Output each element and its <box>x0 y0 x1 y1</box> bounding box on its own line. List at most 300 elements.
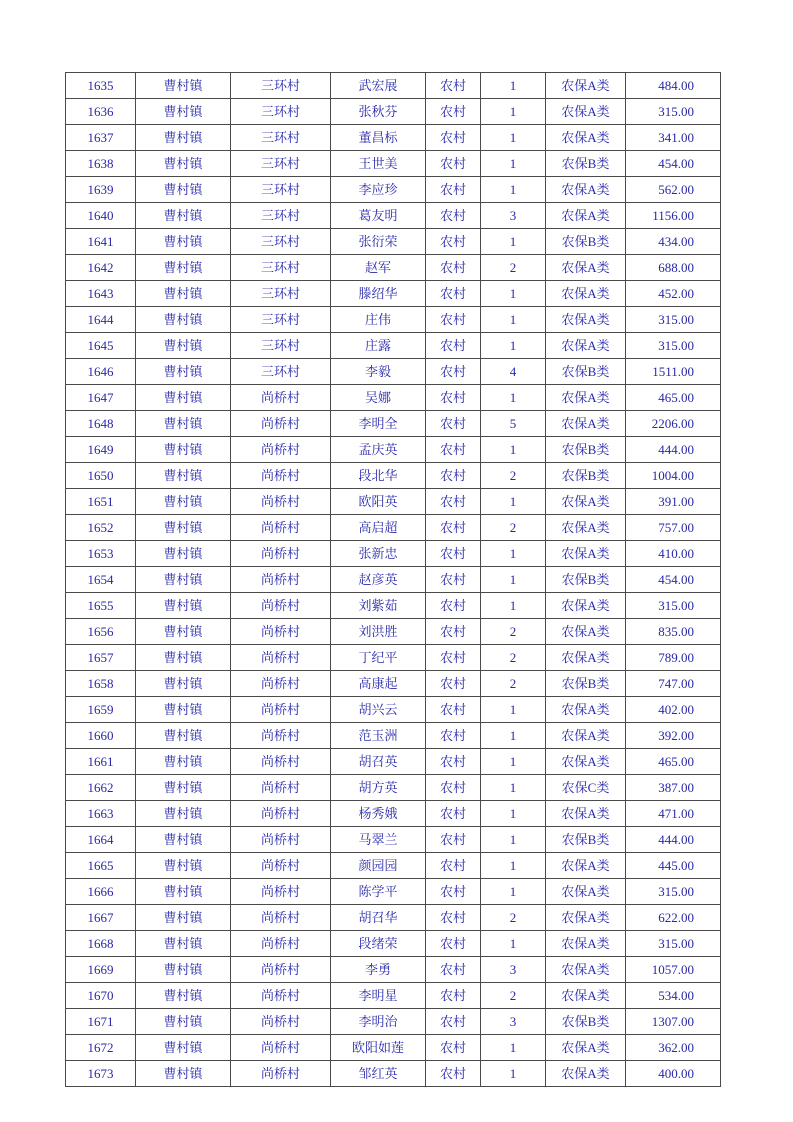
cell-amount: 471.00 <box>626 801 721 827</box>
cell-village: 尚桥村 <box>231 723 331 749</box>
cell-village: 尚桥村 <box>231 775 331 801</box>
cell-count: 1 <box>481 723 546 749</box>
cell-town: 曹村镇 <box>136 957 231 983</box>
cell-name: 刘洪胜 <box>331 619 426 645</box>
cell-village: 尚桥村 <box>231 489 331 515</box>
cell-town: 曹村镇 <box>136 723 231 749</box>
cell-village: 尚桥村 <box>231 1061 331 1087</box>
cell-count: 2 <box>481 255 546 281</box>
cell-serial: 1649 <box>66 437 136 463</box>
table-row <box>66 931 721 957</box>
cell-name: 滕绍华 <box>331 281 426 307</box>
cell-serial: 1651 <box>66 489 136 515</box>
cell-serial: 1643 <box>66 281 136 307</box>
cell-residence: 农村 <box>426 1009 481 1035</box>
cell-name: 李明治 <box>331 1009 426 1035</box>
cell-town: 曹村镇 <box>136 151 231 177</box>
cell-name: 庄露 <box>331 333 426 359</box>
cell-category: 农保A类 <box>546 645 626 671</box>
cell-category: 农保B类 <box>546 359 626 385</box>
cell-name: 李应珍 <box>331 177 426 203</box>
cell-town: 曹村镇 <box>136 73 231 99</box>
cell-town: 曹村镇 <box>136 749 231 775</box>
cell-count: 3 <box>481 1009 546 1035</box>
cell-count: 1 <box>481 593 546 619</box>
cell-serial: 1645 <box>66 333 136 359</box>
cell-town: 曹村镇 <box>136 593 231 619</box>
cell-village: 尚桥村 <box>231 671 331 697</box>
cell-amount: 534.00 <box>626 983 721 1009</box>
cell-residence: 农村 <box>426 333 481 359</box>
cell-name: 胡召英 <box>331 749 426 775</box>
table-row <box>66 1061 721 1087</box>
cell-amount: 315.00 <box>626 99 721 125</box>
cell-category: 农保A类 <box>546 385 626 411</box>
cell-residence: 农村 <box>426 73 481 99</box>
cell-count: 1 <box>481 931 546 957</box>
table-row <box>66 671 721 697</box>
cell-serial: 1660 <box>66 723 136 749</box>
cell-village: 三环村 <box>231 151 331 177</box>
cell-category: 农保B类 <box>546 567 626 593</box>
cell-residence: 农村 <box>426 359 481 385</box>
table-row <box>66 125 721 151</box>
cell-village: 尚桥村 <box>231 905 331 931</box>
table-row <box>66 515 721 541</box>
table-row <box>66 1009 721 1035</box>
cell-name: 胡方英 <box>331 775 426 801</box>
cell-count: 1 <box>481 281 546 307</box>
cell-amount: 757.00 <box>626 515 721 541</box>
cell-count: 1 <box>481 775 546 801</box>
table-row <box>66 307 721 333</box>
table-row <box>66 905 721 931</box>
cell-residence: 农村 <box>426 775 481 801</box>
cell-name: 邹红英 <box>331 1061 426 1087</box>
cell-count: 1 <box>481 879 546 905</box>
cell-amount: 454.00 <box>626 151 721 177</box>
cell-category: 农保A类 <box>546 801 626 827</box>
cell-amount: 562.00 <box>626 177 721 203</box>
cell-village: 尚桥村 <box>231 645 331 671</box>
cell-name: 马翠兰 <box>331 827 426 853</box>
cell-town: 曹村镇 <box>136 229 231 255</box>
cell-category: 农保B类 <box>546 229 626 255</box>
cell-count: 2 <box>481 463 546 489</box>
cell-count: 1 <box>481 567 546 593</box>
cell-category: 农保A类 <box>546 1061 626 1087</box>
cell-village: 尚桥村 <box>231 749 331 775</box>
cell-residence: 农村 <box>426 853 481 879</box>
cell-town: 曹村镇 <box>136 1009 231 1035</box>
cell-village: 尚桥村 <box>231 593 331 619</box>
cell-category: 农保A类 <box>546 99 626 125</box>
cell-village: 三环村 <box>231 307 331 333</box>
cell-category: 农保A类 <box>546 593 626 619</box>
cell-count: 2 <box>481 645 546 671</box>
cell-category: 农保A类 <box>546 957 626 983</box>
cell-count: 1 <box>481 333 546 359</box>
cell-village: 尚桥村 <box>231 515 331 541</box>
cell-count: 4 <box>481 359 546 385</box>
cell-residence: 农村 <box>426 99 481 125</box>
cell-category: 农保B类 <box>546 463 626 489</box>
cell-amount: 400.00 <box>626 1061 721 1087</box>
cell-residence: 农村 <box>426 671 481 697</box>
cell-town: 曹村镇 <box>136 281 231 307</box>
cell-count: 2 <box>481 671 546 697</box>
cell-count: 1 <box>481 1061 546 1087</box>
cell-residence: 农村 <box>426 515 481 541</box>
cell-serial: 1639 <box>66 177 136 203</box>
cell-category: 农保A类 <box>546 73 626 99</box>
cell-name: 欧阳如莲 <box>331 1035 426 1061</box>
cell-residence: 农村 <box>426 255 481 281</box>
cell-serial: 1663 <box>66 801 136 827</box>
cell-residence: 农村 <box>426 593 481 619</box>
cell-town: 曹村镇 <box>136 775 231 801</box>
cell-amount: 391.00 <box>626 489 721 515</box>
cell-serial: 1665 <box>66 853 136 879</box>
cell-amount: 402.00 <box>626 697 721 723</box>
table-row <box>66 957 721 983</box>
cell-town: 曹村镇 <box>136 437 231 463</box>
cell-village: 尚桥村 <box>231 801 331 827</box>
cell-amount: 387.00 <box>626 775 721 801</box>
cell-amount: 747.00 <box>626 671 721 697</box>
cell-village: 尚桥村 <box>231 385 331 411</box>
cell-town: 曹村镇 <box>136 1035 231 1061</box>
cell-category: 农保A类 <box>546 489 626 515</box>
cell-count: 1 <box>481 151 546 177</box>
cell-category: 农保B类 <box>546 827 626 853</box>
cell-category: 农保B类 <box>546 1009 626 1035</box>
cell-residence: 农村 <box>426 229 481 255</box>
cell-count: 1 <box>481 853 546 879</box>
cell-name: 陈学平 <box>331 879 426 905</box>
cell-residence: 农村 <box>426 385 481 411</box>
cell-serial: 1670 <box>66 983 136 1009</box>
cell-residence: 农村 <box>426 151 481 177</box>
cell-village: 尚桥村 <box>231 437 331 463</box>
cell-serial: 1672 <box>66 1035 136 1061</box>
cell-village: 三环村 <box>231 359 331 385</box>
cell-amount: 315.00 <box>626 931 721 957</box>
cell-residence: 农村 <box>426 203 481 229</box>
cell-town: 曹村镇 <box>136 567 231 593</box>
cell-town: 曹村镇 <box>136 541 231 567</box>
cell-category: 农保A类 <box>546 723 626 749</box>
cell-name: 李明星 <box>331 983 426 1009</box>
cell-village: 尚桥村 <box>231 1035 331 1061</box>
table-row <box>66 593 721 619</box>
cell-village: 尚桥村 <box>231 931 331 957</box>
cell-name: 李明全 <box>331 411 426 437</box>
cell-count: 2 <box>481 983 546 1009</box>
table-row <box>66 437 721 463</box>
cell-name: 武宏展 <box>331 73 426 99</box>
cell-serial: 1668 <box>66 931 136 957</box>
table-row <box>66 723 721 749</box>
cell-serial: 1664 <box>66 827 136 853</box>
cell-serial: 1641 <box>66 229 136 255</box>
cell-residence: 农村 <box>426 801 481 827</box>
cell-amount: 688.00 <box>626 255 721 281</box>
cell-category: 农保A类 <box>546 619 626 645</box>
cell-amount: 835.00 <box>626 619 721 645</box>
cell-village: 三环村 <box>231 333 331 359</box>
cell-category: 农保A类 <box>546 1035 626 1061</box>
cell-serial: 1635 <box>66 73 136 99</box>
table-row <box>66 255 721 281</box>
cell-name: 欧阳英 <box>331 489 426 515</box>
cell-residence: 农村 <box>426 645 481 671</box>
cell-town: 曹村镇 <box>136 619 231 645</box>
cell-residence: 农村 <box>426 1061 481 1087</box>
cell-count: 1 <box>481 801 546 827</box>
cell-category: 农保A类 <box>546 281 626 307</box>
cell-town: 曹村镇 <box>136 1061 231 1087</box>
cell-residence: 农村 <box>426 125 481 151</box>
table-row <box>66 853 721 879</box>
cell-category: 农保A类 <box>546 515 626 541</box>
cell-amount: 315.00 <box>626 307 721 333</box>
cell-category: 农保B类 <box>546 151 626 177</box>
cell-name: 赵军 <box>331 255 426 281</box>
cell-village: 三环村 <box>231 73 331 99</box>
cell-serial: 1671 <box>66 1009 136 1035</box>
cell-town: 曹村镇 <box>136 879 231 905</box>
table-row <box>66 1035 721 1061</box>
cell-category: 农保A类 <box>546 853 626 879</box>
cell-name: 高康起 <box>331 671 426 697</box>
cell-count: 1 <box>481 307 546 333</box>
cell-amount: 2206.00 <box>626 411 721 437</box>
cell-village: 尚桥村 <box>231 541 331 567</box>
cell-category: 农保A类 <box>546 931 626 957</box>
cell-serial: 1659 <box>66 697 136 723</box>
cell-name: 段绪荣 <box>331 931 426 957</box>
subsidy-table <box>65 72 721 1087</box>
cell-town: 曹村镇 <box>136 203 231 229</box>
cell-name: 刘紫茹 <box>331 593 426 619</box>
cell-name: 葛友明 <box>331 203 426 229</box>
cell-amount: 410.00 <box>626 541 721 567</box>
cell-village: 三环村 <box>231 177 331 203</box>
table-row <box>66 99 721 125</box>
cell-residence: 农村 <box>426 931 481 957</box>
cell-town: 曹村镇 <box>136 645 231 671</box>
cell-town: 曹村镇 <box>136 697 231 723</box>
cell-village: 三环村 <box>231 255 331 281</box>
cell-name: 胡召华 <box>331 905 426 931</box>
cell-count: 3 <box>481 203 546 229</box>
cell-category: 农保A类 <box>546 697 626 723</box>
cell-amount: 434.00 <box>626 229 721 255</box>
cell-name: 赵彦英 <box>331 567 426 593</box>
cell-town: 曹村镇 <box>136 827 231 853</box>
cell-village: 尚桥村 <box>231 697 331 723</box>
table-row <box>66 879 721 905</box>
cell-category: 农保A类 <box>546 411 626 437</box>
cell-name: 胡兴云 <box>331 697 426 723</box>
table-row <box>66 619 721 645</box>
table-row <box>66 827 721 853</box>
cell-category: 农保A类 <box>546 749 626 775</box>
table-row <box>66 697 721 723</box>
cell-name: 段北华 <box>331 463 426 489</box>
cell-amount: 789.00 <box>626 645 721 671</box>
cell-residence: 农村 <box>426 541 481 567</box>
cell-category: 农保A类 <box>546 307 626 333</box>
cell-serial: 1650 <box>66 463 136 489</box>
cell-serial: 1644 <box>66 307 136 333</box>
cell-village: 尚桥村 <box>231 463 331 489</box>
table-row <box>66 645 721 671</box>
table-row <box>66 359 721 385</box>
cell-residence: 农村 <box>426 411 481 437</box>
cell-serial: 1656 <box>66 619 136 645</box>
table-row <box>66 203 721 229</box>
cell-amount: 465.00 <box>626 385 721 411</box>
cell-amount: 1511.00 <box>626 359 721 385</box>
cell-category: 农保A类 <box>546 255 626 281</box>
cell-residence: 农村 <box>426 723 481 749</box>
cell-count: 1 <box>481 541 546 567</box>
cell-category: 农保A类 <box>546 541 626 567</box>
cell-count: 5 <box>481 411 546 437</box>
cell-name: 李勇 <box>331 957 426 983</box>
cell-town: 曹村镇 <box>136 359 231 385</box>
cell-town: 曹村镇 <box>136 671 231 697</box>
cell-residence: 农村 <box>426 879 481 905</box>
table-row <box>66 73 721 99</box>
cell-serial: 1667 <box>66 905 136 931</box>
cell-town: 曹村镇 <box>136 931 231 957</box>
cell-name: 颜园园 <box>331 853 426 879</box>
cell-amount: 392.00 <box>626 723 721 749</box>
cell-serial: 1655 <box>66 593 136 619</box>
cell-town: 曹村镇 <box>136 983 231 1009</box>
cell-count: 1 <box>481 385 546 411</box>
cell-serial: 1640 <box>66 203 136 229</box>
cell-village: 尚桥村 <box>231 853 331 879</box>
cell-town: 曹村镇 <box>136 307 231 333</box>
cell-category: 农保A类 <box>546 125 626 151</box>
cell-village: 尚桥村 <box>231 567 331 593</box>
table-row <box>66 801 721 827</box>
cell-residence: 农村 <box>426 567 481 593</box>
cell-serial: 1638 <box>66 151 136 177</box>
cell-amount: 445.00 <box>626 853 721 879</box>
cell-amount: 444.00 <box>626 437 721 463</box>
cell-residence: 农村 <box>426 489 481 515</box>
cell-amount: 315.00 <box>626 333 721 359</box>
cell-category: 农保C类 <box>546 775 626 801</box>
cell-name: 范玉洲 <box>331 723 426 749</box>
cell-residence: 农村 <box>426 1035 481 1061</box>
cell-amount: 1057.00 <box>626 957 721 983</box>
cell-name: 丁纪平 <box>331 645 426 671</box>
cell-name: 张秋芬 <box>331 99 426 125</box>
cell-amount: 444.00 <box>626 827 721 853</box>
table-row <box>66 333 721 359</box>
table-body <box>66 73 721 1087</box>
cell-amount: 622.00 <box>626 905 721 931</box>
cell-name: 董昌标 <box>331 125 426 151</box>
cell-serial: 1654 <box>66 567 136 593</box>
table-row <box>66 567 721 593</box>
cell-category: 农保A类 <box>546 983 626 1009</box>
cell-count: 1 <box>481 73 546 99</box>
cell-village: 尚桥村 <box>231 619 331 645</box>
cell-residence: 农村 <box>426 307 481 333</box>
cell-count: 1 <box>481 749 546 775</box>
cell-category: 农保A类 <box>546 333 626 359</box>
cell-count: 2 <box>481 905 546 931</box>
table-row <box>66 177 721 203</box>
cell-village: 三环村 <box>231 99 331 125</box>
cell-count: 2 <box>481 619 546 645</box>
cell-residence: 农村 <box>426 281 481 307</box>
cell-town: 曹村镇 <box>136 905 231 931</box>
cell-residence: 农村 <box>426 905 481 931</box>
cell-count: 1 <box>481 697 546 723</box>
cell-town: 曹村镇 <box>136 125 231 151</box>
cell-count: 1 <box>481 437 546 463</box>
cell-residence: 农村 <box>426 957 481 983</box>
cell-amount: 362.00 <box>626 1035 721 1061</box>
cell-name: 庄伟 <box>331 307 426 333</box>
cell-amount: 1004.00 <box>626 463 721 489</box>
cell-category: 农保B类 <box>546 437 626 463</box>
table-row <box>66 775 721 801</box>
cell-serial: 1673 <box>66 1061 136 1087</box>
cell-village: 尚桥村 <box>231 957 331 983</box>
cell-amount: 341.00 <box>626 125 721 151</box>
cell-count: 1 <box>481 177 546 203</box>
cell-serial: 1646 <box>66 359 136 385</box>
cell-serial: 1636 <box>66 99 136 125</box>
table-row <box>66 541 721 567</box>
cell-town: 曹村镇 <box>136 99 231 125</box>
cell-name: 王世美 <box>331 151 426 177</box>
cell-town: 曹村镇 <box>136 489 231 515</box>
cell-amount: 315.00 <box>626 593 721 619</box>
cell-count: 2 <box>481 515 546 541</box>
cell-name: 吴娜 <box>331 385 426 411</box>
cell-town: 曹村镇 <box>136 385 231 411</box>
cell-category: 农保A类 <box>546 905 626 931</box>
table-row <box>66 281 721 307</box>
cell-serial: 1662 <box>66 775 136 801</box>
cell-count: 1 <box>481 827 546 853</box>
cell-category: 农保A类 <box>546 203 626 229</box>
table-row <box>66 229 721 255</box>
cell-name: 杨秀娥 <box>331 801 426 827</box>
cell-town: 曹村镇 <box>136 255 231 281</box>
cell-village: 尚桥村 <box>231 879 331 905</box>
cell-count: 1 <box>481 99 546 125</box>
cell-category: 农保A类 <box>546 177 626 203</box>
cell-village: 三环村 <box>231 203 331 229</box>
cell-count: 1 <box>481 229 546 255</box>
cell-residence: 农村 <box>426 619 481 645</box>
cell-residence: 农村 <box>426 437 481 463</box>
cell-serial: 1648 <box>66 411 136 437</box>
cell-town: 曹村镇 <box>136 515 231 541</box>
cell-village: 尚桥村 <box>231 983 331 1009</box>
